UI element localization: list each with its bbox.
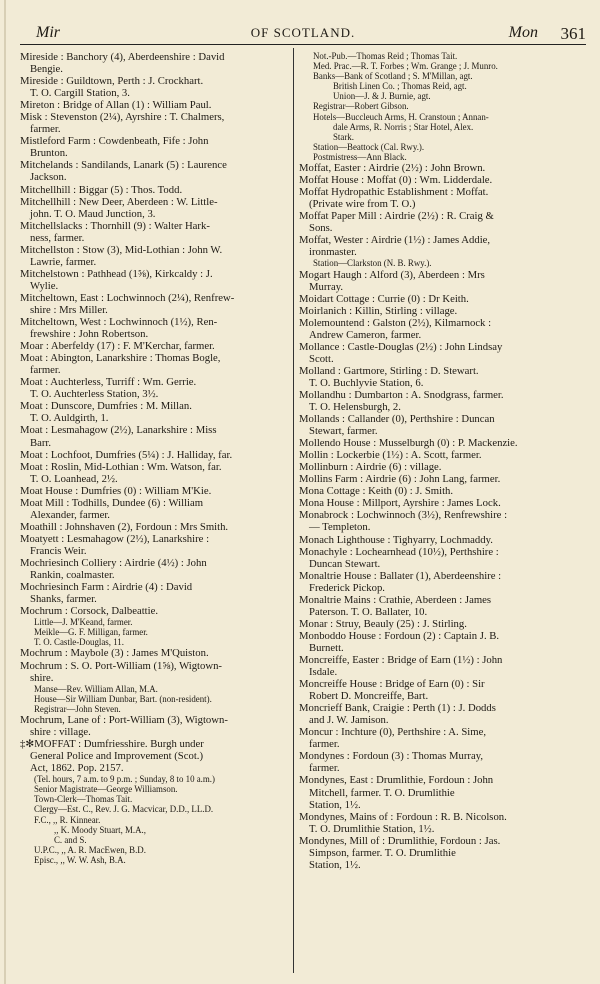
entry-line: T. O. Cargill Station, 3. [30, 87, 130, 100]
entry-line: Simpson, farmer. T. O. Drumlithie [309, 846, 456, 859]
sub-entry-line: T. O. Castle-Douglas, 11. [34, 637, 124, 648]
entry-line: T. O. Buchlyvie Station, 6. [309, 376, 424, 389]
entry-line: ironmaster. [309, 246, 357, 259]
entry-line: Jackson. [30, 171, 67, 184]
entry-line: Bengie. [30, 63, 63, 76]
entry-line: Robert D. Moncreiffe, Bart. [309, 690, 429, 703]
entry-line: Monaltrie House : Ballater (1), Aberdeenshire : [299, 569, 502, 582]
entry-line: Mitchell, farmer. T. O. Drumlithie [309, 786, 455, 799]
entry-line: farmer. [30, 123, 61, 136]
entry-line: Mochriesinch Farm : Airdrie (4) : David [20, 581, 193, 594]
sub-entry-line: Stark. [333, 131, 354, 142]
entry-line: farmer. [309, 762, 340, 775]
entry-line: T. O. Drumlithie Station, 1½. [309, 822, 435, 835]
sub-entry-line: Registrar—John Steven. [34, 703, 121, 714]
entry-line: Moffat, Easter : Airdrie (2½) : John Brown. [299, 162, 486, 175]
entry-line: Mitcheltown, East : Lochwinnoch (2¼), Renfrew- [20, 291, 235, 304]
entry-line: Francis Weir. [30, 544, 87, 557]
entry-line: Monaltrie Mains : Crathie, Aberdeen : James [299, 593, 492, 606]
entry-line: Shanks, farmer. [30, 593, 97, 606]
entry-line: Misk : Stevenston (2¼), Ayrshire : T. Chalmers, [20, 111, 225, 124]
entry-line: Mochrum : Maybole (3) : James M'Quiston. [20, 647, 209, 660]
entry-line: Station, 1½. [309, 798, 361, 811]
entry-line: Mollands : Callander (0), Perthshire : Duncan [299, 413, 495, 426]
entry-line: Mondynes : Fordoun (3) : Thomas Murray, [299, 750, 484, 763]
entry-line: Moidart Cottage : Currie (0) : Dr Keith. [299, 292, 469, 305]
sub-entry-line: dale Arms, R. Norris ; Star Hotel, Alex. [333, 121, 474, 132]
entry-line: Moirlanich : Killin, Stirling : village. [299, 304, 458, 317]
entry-line: Isdale. [309, 666, 338, 679]
entry-line: Mireside : Banchory (4), Aberdeenshire : David [20, 51, 225, 63]
sub-entry-line: C. and S. [54, 834, 87, 845]
entry-line: Mochrum, Lane of : Port-William (3), Wigtown- [20, 713, 228, 726]
entry-line: Lawrie, farmer. [30, 255, 97, 268]
left-column [20, 51, 294, 865]
entry-line: Mollins Farm : Airdrie (6) : John Lang, farmer. [299, 473, 501, 486]
entry-line: Moncrieff Bank, Craigie : Perth (1) : J. Dodds [299, 702, 496, 715]
entry-line: Mondynes, Mill of : Drumlithie, Fordoun : Jas. [299, 834, 501, 847]
entry-line: Monach Lighthouse : Tighyarry, Lochmaddy. [299, 533, 493, 546]
entry-line: Mitchellhill : New Deer, Aberdeen : W. Little- [20, 195, 218, 208]
sub-entry-line: ,, K. Moody Stuart, M.A., [54, 824, 146, 835]
entry-line: Mochriesinch Colliery : Airdrie (4½) : John [20, 556, 207, 569]
sub-entry-line: Episc., ,, W. W. Ash, B.A. [34, 854, 126, 865]
entry-line: Mitchellslacks : Thornhill (9) : Walter Hark- [20, 219, 210, 232]
entry-line: Brunton. [30, 147, 68, 160]
entry-line: Mochrum : S. O. Port-William (1⅝), Wigtown- [20, 659, 222, 672]
entry-line: Mitchellston : Stow (3), Mid-Lothian : John W. [20, 243, 223, 256]
entry-line: — Templeton. [309, 521, 371, 534]
entry-line: Andrew Cameron, farmer. [309, 328, 422, 341]
entry-line: Mireton : Bridge of Allan (1) : William Paul. [20, 99, 212, 112]
entry-line: and J. W. Jamison. [309, 714, 389, 727]
entry-line: (Private wire from T. O.) [309, 198, 416, 211]
sub-entry-line: F.C., ,, R. Kinnear. [34, 814, 101, 825]
entry-line: shire : village. [30, 725, 91, 738]
sub-entry-line: Little—J. M'Keand, farmer. [34, 617, 133, 628]
entry-line: john. T. O. Maud Junction, 3. [30, 207, 156, 220]
entry-line: Scott. [309, 352, 334, 365]
entry-line: ness, farmer. [30, 231, 85, 244]
entry-line: Moatyett : Lesmahagow (2½), Lanarkshire : [20, 532, 210, 545]
entry-line: Moar : Aberfeldy (17) : F. M'Kerchar, farmer. [20, 340, 215, 353]
entry-line: Mogart Haugh : Alford (3), Aberdeen : Mrs [299, 268, 485, 281]
entry-line: Mitchelands : Sandilands, Lanark (5) : Laurence [20, 159, 227, 172]
page-number: 361 [560, 24, 586, 43]
sub-entry-line: Not.-Pub.—Thomas Reid ; Thomas Tait. [313, 51, 458, 61]
entry-line: T. O. Auldgirth, 1. [30, 412, 109, 425]
page-edge [4, 0, 6, 984]
sub-entry-line: Med. Prac.—R. T. Forbes ; Wm. Grange ; J. Munro. [313, 61, 498, 72]
entry-line: Mondynes, Mains of : Fordoun : R. B. Nicolson. [299, 810, 507, 823]
entry-line: Moathill : Johnshaven (2), Fordoun : Mrs Smith. [20, 520, 229, 533]
sub-entry-line: U.P.C., ,, A. R. MacEwen, B.D. [34, 844, 146, 855]
entry-line: Moat : Auchterless, Turriff : Wm. Gerrie. [20, 376, 197, 389]
entry-line: Barr. [30, 436, 52, 449]
entry-line: Wylie. [30, 279, 59, 292]
header-rule [20, 44, 586, 45]
entry-line: Mondynes, East : Drumlithie, Fordoun : John [299, 774, 494, 787]
sub-entry-line: House—Sir William Dunbar, Bart. (non-resident). [34, 693, 212, 704]
entry-line: Moffat House : Moffat (0) : Wm. Lidderdale. [299, 174, 493, 187]
entry-line: Mollinburn : Airdrie (6) : village. [299, 461, 442, 474]
entry-line: Stewart, farmer. [309, 425, 378, 438]
sub-entry-line: (Tel. hours, 7 a.m. to 9 p.m. ; Sunday, 8 to 10 a.m.) [34, 774, 215, 785]
entry-line: farmer. [309, 738, 340, 751]
sub-entry-line: Postmistress—Ann Black. [313, 151, 407, 162]
sub-entry-line: Station—Clarkston (N. B. Rwy.). [313, 258, 432, 269]
entry-line: shire : Mrs Miller. [30, 303, 108, 316]
sub-entry-line: Station—Beattock (Cal. Rwy.). [313, 141, 425, 152]
entry-line: General Police and Improvement (Scot.) [30, 750, 204, 763]
entry-line: T. O. Auchterless Station, 3½. [30, 388, 159, 401]
entry-line: Mollendo House : Musselburgh (0) : P. Mackenzie. [299, 437, 518, 450]
entry-line: Moat : Dunscore, Dumfries : M. Millan. [20, 400, 192, 413]
entry-line: Mollance : Castle-Douglas (2½) : John Lindsay [299, 340, 503, 353]
sub-entry-line: Manse—Rev. William Allan, M.A. [34, 683, 158, 694]
entry-line: Monboddo House : Fordoun (2) : Captain J. B. [299, 629, 500, 642]
entry-line: Moat House : Dumfries (0) : William M'Kie. [20, 484, 212, 497]
entry-line: Moncreiffe, Easter : Bridge of Earn (1½) : John [299, 654, 503, 666]
entry-line: Moat : Lesmahagow (2½), Lanarkshire : Miss [20, 424, 217, 437]
entry-line: Molland : Gartmore, Stirling : D. Stewart. [299, 364, 479, 377]
entry-line: Moffat Paper Mill : Airdrie (2½) : R. Craig & [299, 210, 494, 223]
right-column [299, 51, 581, 871]
sub-entry-line: Registrar—Robert Gibson. [313, 101, 409, 112]
sub-entry-line: British Linen Co. ; Thomas Reid, agt. [333, 81, 467, 92]
entry-line: farmer. [30, 364, 61, 377]
entry-line: Mitchellhill : Biggar (5) : Thos. Todd. [20, 183, 183, 196]
entry-line: Moffat Hydropathic Establishment : Moffat. [299, 186, 489, 199]
entry-line: Mona House : Millport, Ayrshire : James Lock. [299, 497, 501, 510]
entry-line: T. O. Loanhead, 2½. [30, 472, 118, 485]
sub-entry-line: Union—J. & J. Burnie, agt. [333, 91, 431, 102]
sub-entry-line: Senior Magistrate—George Williamson. [34, 784, 178, 795]
entry-line: Mitchelstown : Pathhead (1⅝), Kirkcaldy : J. [20, 267, 213, 280]
entry-line: Moncreiffe House : Bridge of Earn (0) : Sir [299, 678, 485, 691]
sub-entry-line: Banks—Bank of Scotland ; S. M'Millan, agt. [313, 71, 473, 82]
entry-line: Monabrock : Lochwinnoch (3½), Renfrewshire : [299, 509, 508, 522]
entry-line: shire. [30, 671, 54, 684]
entry-line: Mollin : Lockerbie (1½) : A. Scott, farmer. [299, 449, 482, 462]
header-left-word: Mir [36, 24, 60, 41]
entry-line: Moat : Roslin, Mid-Lothian : Wm. Watson, far. [20, 460, 222, 473]
entry-line: Alexander, farmer. [30, 508, 110, 521]
entry-line: Moat Mill : Todhills, Dundee (6) : William [20, 496, 204, 509]
entry-line: ‡✻MOFFAT : Dumfriesshire. Burgh under [20, 738, 204, 750]
entry-line: Frederick Pickop. [309, 581, 385, 594]
entry-line: frewshire : John Robertson. [30, 328, 149, 341]
entry-line: Moffat, Wester : Airdrie (1½) : James Addie, [299, 234, 491, 247]
entry-line: Monar : Struy, Beauly (25) : J. Stirling. [299, 617, 467, 630]
entry-line: Monachyle : Lochearnhead (10½), Perthshire : [299, 545, 499, 558]
sub-entry-line: Town-Clerk—Thomas Tait. [34, 794, 133, 805]
entry-line: Mollandhu : Dumbarton : A. Snodgrass, farmer. [299, 388, 504, 401]
entry-line: Burnett. [309, 641, 344, 654]
page-header [20, 24, 586, 42]
entry-line: Mitcheltown, West : Lochwinnoch (1½), Ren- [20, 316, 218, 329]
entry-line: Moat : Abington, Lanarkshire : Thomas Bogle, [20, 352, 221, 365]
entry-line: Rankin, coalmaster. [30, 569, 115, 582]
column-divider [293, 48, 294, 973]
header-right-word: Mon [508, 24, 538, 41]
entry-line: Paterson. T. O. Ballater, 10. [309, 605, 428, 618]
entry-line: Moat : Lochfoot, Dumfries (5¼) : J. Halliday, far. [20, 448, 233, 461]
entry-line: Murray. [309, 280, 344, 293]
entry-line: Act, 1862. Pop. 2157. [30, 762, 124, 775]
entry-line: Molemountend : Galston (2½), Kilmarnock : [299, 316, 492, 329]
header-title: OF SCOTLAND. [250, 25, 356, 40]
entry-line: Sons. [309, 222, 333, 235]
entry-line: Moncur : Inchture (0), Perthshire : A. Sime, [299, 726, 486, 739]
entry-line: Mistleford Farm : Cowdenbeath, Fife : John [20, 135, 209, 148]
sub-entry-line: Meikle—G. F. Milligan, farmer. [34, 627, 148, 638]
entry-line: Duncan Stewart. [309, 557, 381, 570]
entry-line: Mochrum : Corsock, Dalbeattie. [20, 605, 159, 618]
sub-entry-line: Hotels—Buccleuch Arms, H. Cranstoun ; Annan- [313, 111, 489, 122]
sub-entry-line: Clergy—Est. C., Rev. J. G. Macvicar, D.D., LL.D. [34, 804, 214, 815]
entry-line: Mireside : Guildtown, Perth : J. Crockhart. [20, 75, 204, 88]
entry-line: Station, 1½. [309, 858, 361, 871]
entry-line: T. O. Helensburgh, 2. [309, 401, 401, 414]
entry-line: Mona Cottage : Keith (0) : J. Smith. [299, 485, 454, 498]
